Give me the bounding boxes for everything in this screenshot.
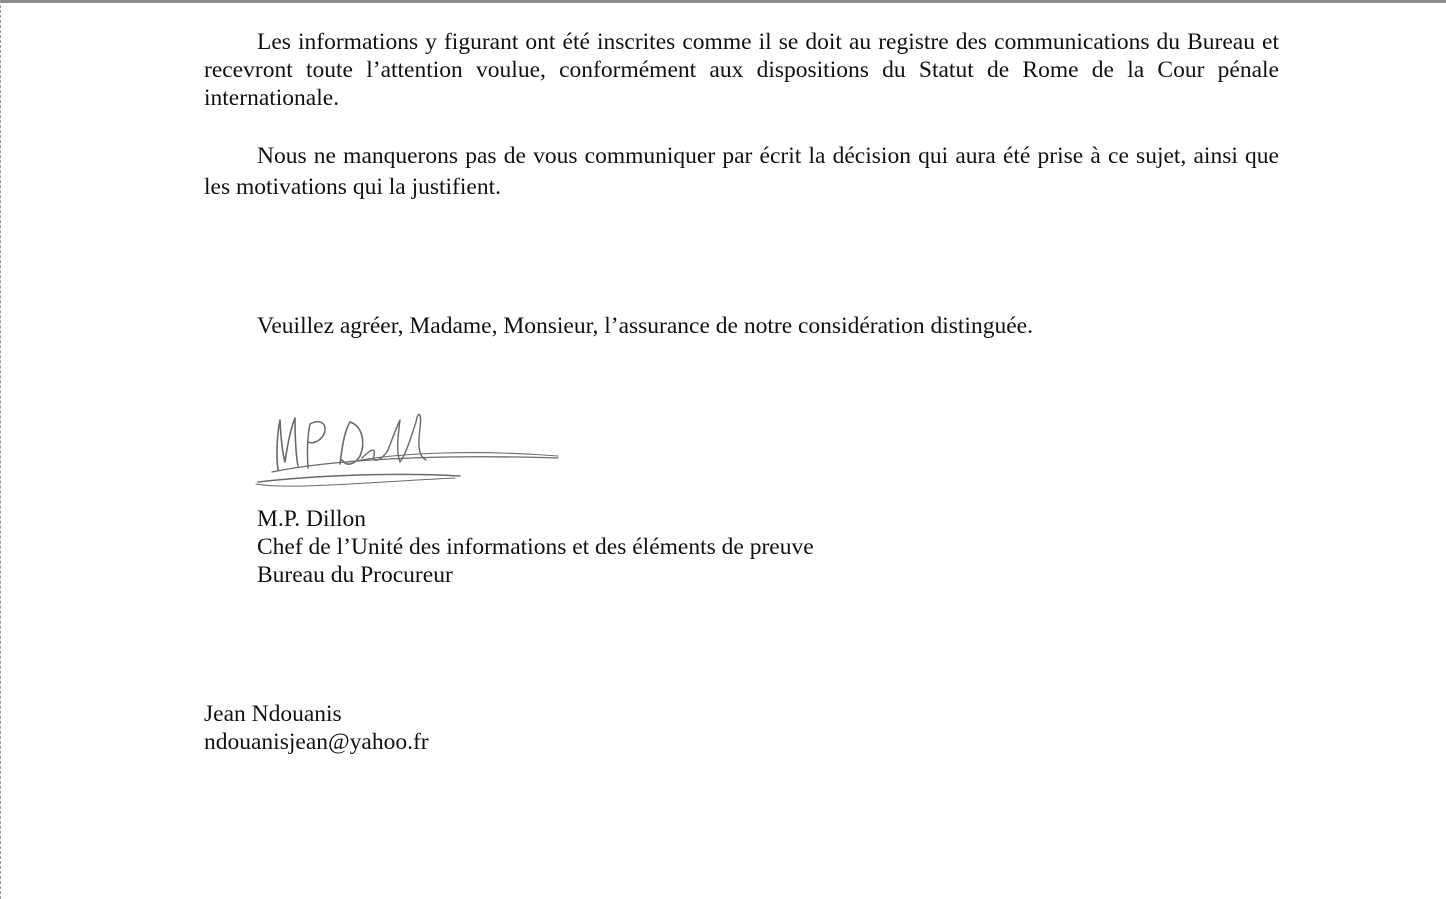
signatory-title: Chef de l’Unité des informations et des éléments de preuve [257, 534, 814, 560]
page-top-border [0, 0, 1446, 3]
signatory-name: M.P. Dillon [257, 506, 367, 532]
handwritten-signature [250, 400, 570, 490]
signature-block [257, 505, 814, 589]
paragraph-decision: Nous ne manquerons pas de vous communiquer par écrit la décision qui aura été prise à ce sujet, ainsi que les motivations qui la justifient. [204, 143, 1279, 200]
paragraph-registration: Les informations y figurant ont été inscrites comme il se doit au registre des communications du Bureau et recevront toute l’attention voulue, conformément aux dispositions du Statut de Rome de la Cour pénale internationale. [204, 29, 1279, 111]
recipient-email: ndouanisjean@yahoo.fr [204, 729, 429, 755]
recipient-block [204, 700, 429, 756]
signatory-office: Bureau du Procureur [257, 562, 453, 588]
page-left-border [0, 0, 2, 899]
recipient-name: Jean Ndouanis [204, 701, 342, 727]
closing-formula: Veuillez agréer, Madame, Monsieur, l’assurance de notre considération distinguée. [257, 313, 1033, 339]
